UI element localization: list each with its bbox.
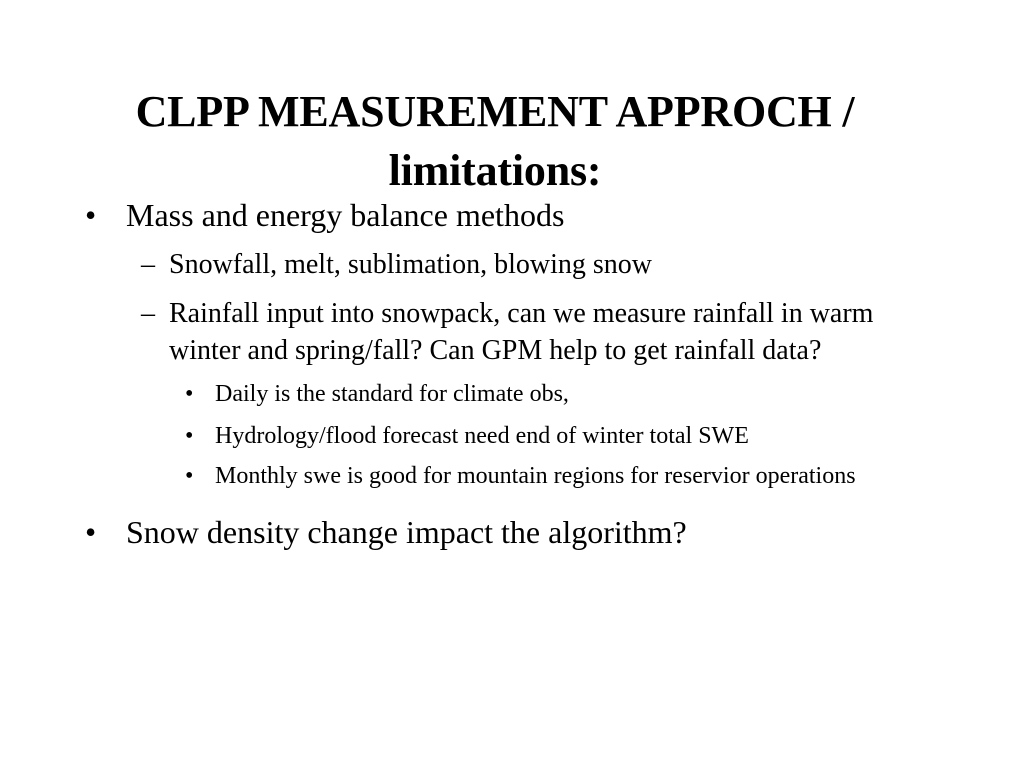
dash-marker: – bbox=[141, 249, 155, 280]
bullet-marker: • bbox=[85, 514, 97, 550]
sub-bullet-item-rainfall bbox=[141, 295, 919, 369]
sub-bullet-item-snowfall bbox=[141, 246, 919, 283]
slide-title: CLPP MEASUREMENT APPROCH / limitations: bbox=[135, 87, 855, 195]
sub-sub-bullet-text: Hydrology/flood forecast need end of winter total SWE bbox=[215, 423, 749, 449]
bullet-text: Snow density change impact the algorithm? bbox=[126, 514, 687, 550]
bullet-item-snow-density bbox=[85, 511, 945, 553]
bullet-list bbox=[85, 194, 945, 553]
sub-sub-bullet-text: Monthly swe is good for mountain regions for reservior operations bbox=[215, 463, 856, 489]
dash-marker: – bbox=[141, 298, 155, 329]
sub-sub-bullet-item-monthly bbox=[185, 459, 865, 493]
sub-sub-bullet-text: Daily is the standard for climate obs, bbox=[215, 381, 569, 407]
sub-bullet-text: Snowfall, melt, sublimation, blowing snow bbox=[169, 249, 652, 280]
bullet-text: Mass and energy balance methods bbox=[126, 197, 565, 233]
bullet-marker: • bbox=[185, 463, 194, 489]
sub-sub-bullet-item-daily bbox=[185, 377, 865, 411]
bullet-marker: • bbox=[85, 197, 97, 233]
sub-bullet-text: Rainfall input into snowpack, can we measure rainfall in warm winter and spring/fall? Can GPM help to get rainfall data? bbox=[169, 298, 874, 366]
bullet-marker: • bbox=[185, 381, 194, 407]
sub-sub-bullet-item-hydrology bbox=[185, 419, 865, 453]
bullet-marker: • bbox=[185, 423, 194, 449]
bullet-item-mass-energy bbox=[85, 194, 945, 236]
